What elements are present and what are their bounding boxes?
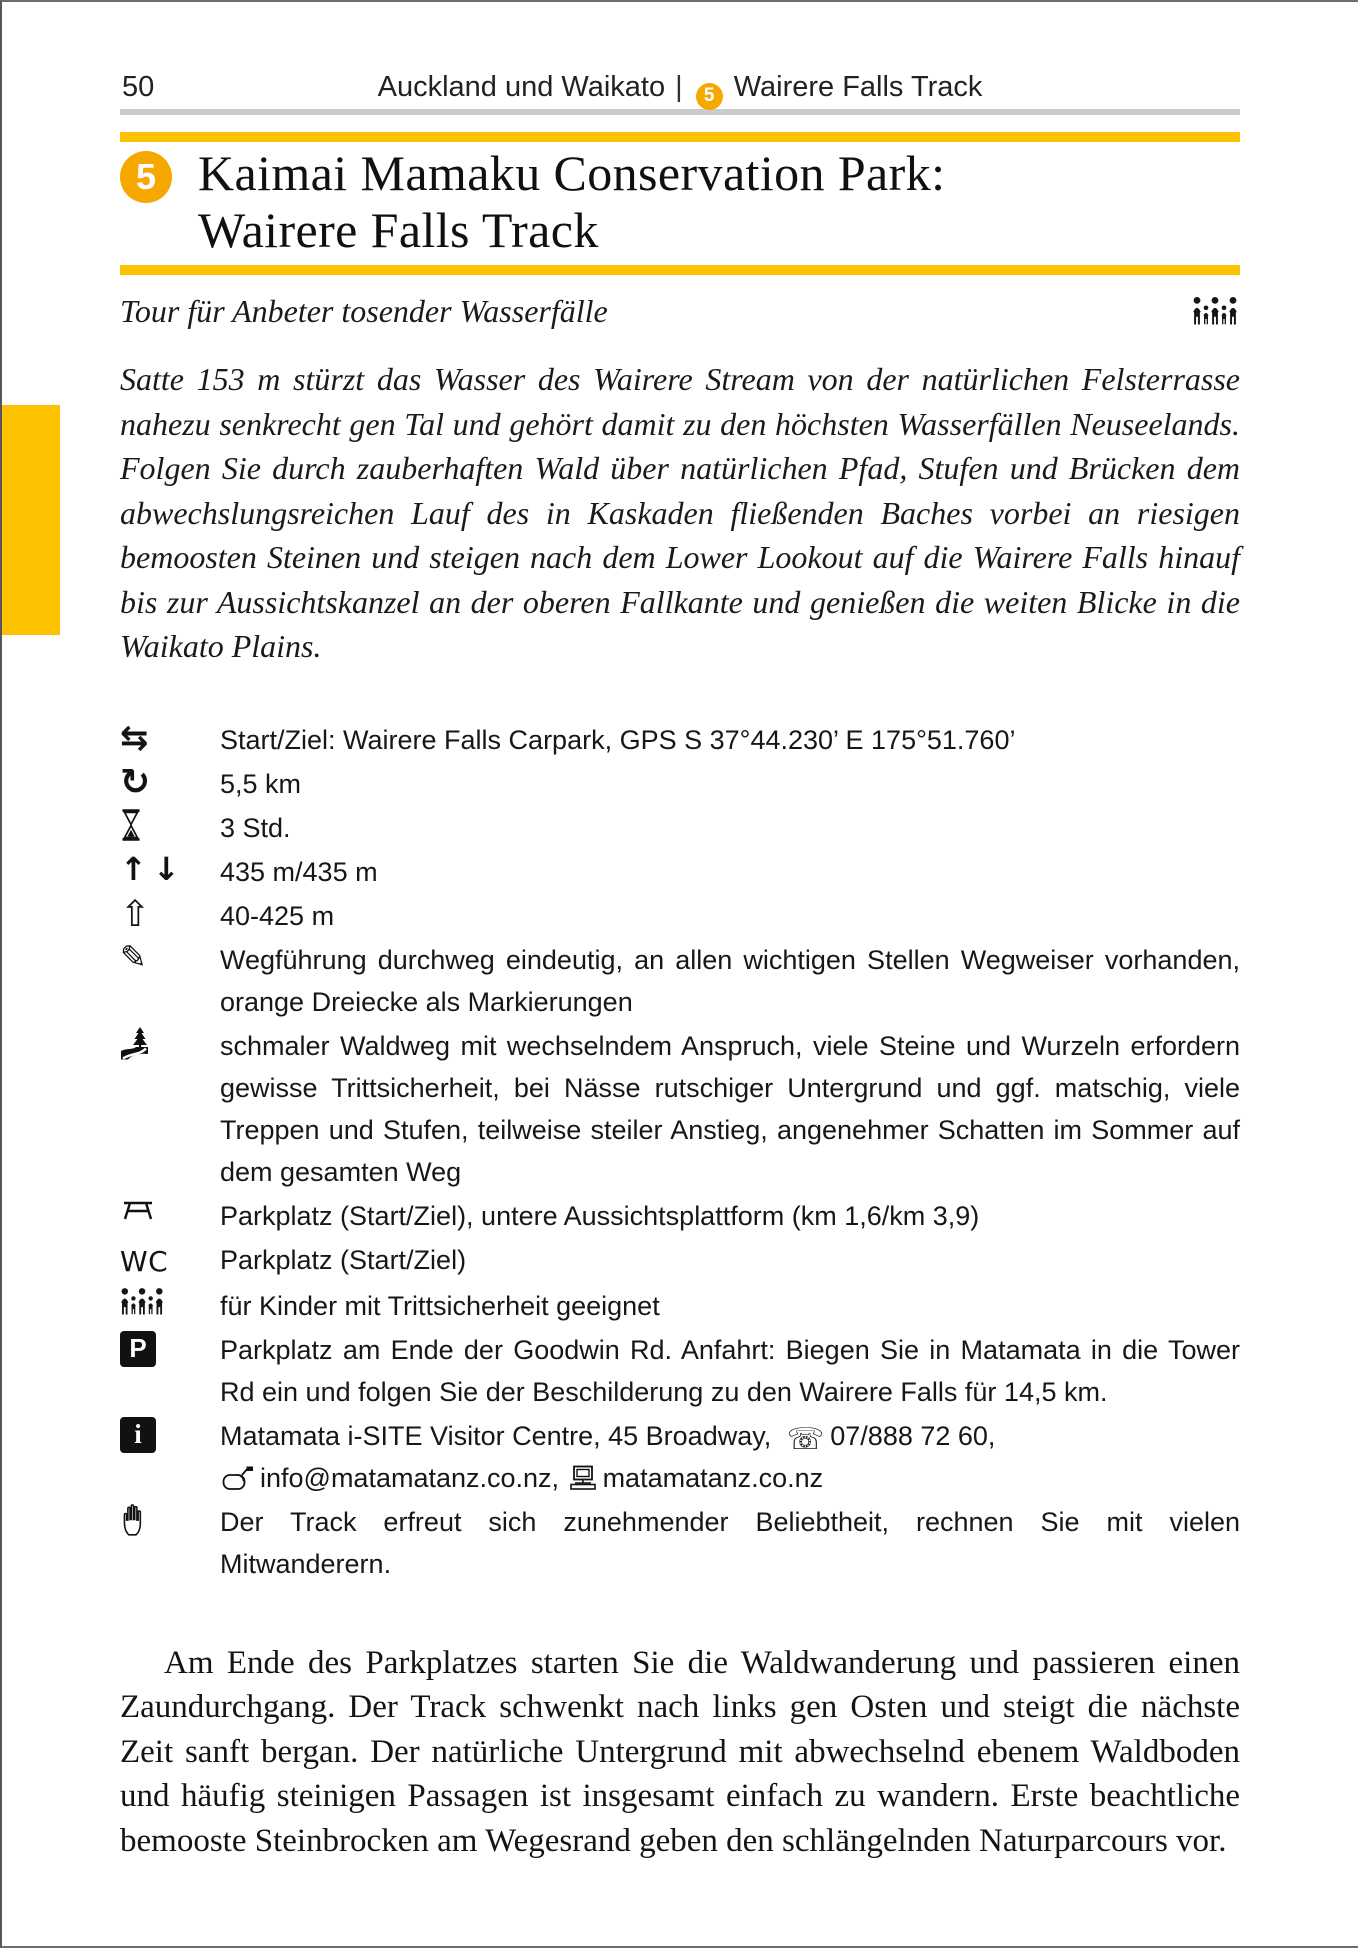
breadcrumb-section: Auckland und Waikato bbox=[377, 71, 666, 103]
family-icon bbox=[1192, 296, 1240, 327]
breadcrumb-track: Wairere Falls Track bbox=[733, 71, 983, 103]
route-number-badge-icon: 5 bbox=[696, 83, 723, 110]
info-text: 40-425 m bbox=[220, 900, 335, 931]
title-line2: Wairere Falls Track bbox=[198, 202, 599, 258]
computer-icon bbox=[569, 1465, 597, 1491]
title-top-bar bbox=[120, 132, 1240, 142]
pencil-icon: ✎ bbox=[120, 937, 147, 976]
ascent-arrow-icon: ↑ bbox=[120, 849, 147, 888]
header-rule bbox=[120, 109, 1240, 115]
start-finish-arrows-icon: ⇆ bbox=[120, 717, 149, 758]
info-row-elevation bbox=[120, 895, 1240, 937]
visitor-centre-website: matamatanz.co.nz bbox=[602, 1462, 824, 1493]
info-row-family bbox=[120, 1285, 1240, 1327]
info-text: Wegführung durchweg eindeutig, an allen wichtigen Stellen Wegweiser vorhanden, orange Dreiecke als Markierungen bbox=[220, 944, 1240, 1017]
intro-paragraph: Satte 153 m stürzt das Wasser des Wairere Stream von der natürlichen Felsterrasse nahezu senkrecht gen Tal und gehört damit zu den höchsten Wasserfällen Neuseelands. Folgen Sie durch zauberhaften Wald über natürlichen Pfad, Stufen und Brücken dem abwechslungsreichen Lauf des in Kaskaden fließenden Baches vorbei an riesigen bemoosten Steinen und steigen nach dem Lower Lookout auf die Wairere Falls hinauf bis zur Aussichtskanzel an der oberen Fallkante und genießen die weiten Blicke in die Waikato Plains. bbox=[120, 361, 1240, 664]
picnic-table-icon bbox=[120, 1197, 156, 1223]
info-row-caution bbox=[120, 1501, 1240, 1585]
running-header bbox=[120, 70, 1240, 106]
telephone-icon: ☏ bbox=[786, 1422, 825, 1456]
info-text: 5,5 km bbox=[220, 768, 302, 799]
body-paragraph: Am Ende des Parkplatzes starten Sie die Waldwanderung und passieren einen Zaundurchgang. Der Track schwenkt nach links gen Osten und steigt die nächste Zeit sanft bergan. Der natürliche Untergrund mit abwechselnd ebenem Waldboden und häufig steinigen Passagen ist insgesamt einfach zu wandern. Erste beachtliche bemooste Steinbrocken am Wegesrand geben den schlängelnden Naturparcours vor. bbox=[120, 1644, 1240, 1859]
info-icon: i bbox=[120, 1417, 156, 1453]
visitor-centre-address: Matamata i-SITE Visitor Centre, 45 Broadway, bbox=[220, 1420, 772, 1451]
parking-icon: P bbox=[120, 1331, 156, 1367]
page-edge-tab bbox=[2, 405, 60, 635]
visitor-centre-phone: 07/888 72 60, bbox=[830, 1420, 996, 1451]
info-text: Parkplatz am Ende der Goodwin Rd. Anfahrt: Biegen Sie in Matamata in die Tower Rd ein und folgen Sie der Beschilderung zu den Wairere Falls für 14,5 km. bbox=[220, 1334, 1240, 1407]
info-text bbox=[220, 1415, 1240, 1499]
trail-tree-icon bbox=[120, 1027, 150, 1060]
distance-loop-icon: ↻ bbox=[120, 761, 151, 803]
info-row-ascent-descent bbox=[120, 851, 1240, 893]
elevation-arrow-icon: ⇧ bbox=[120, 893, 151, 935]
info-row-visitor-centre bbox=[120, 1415, 1240, 1499]
subtitle: Tour für Anbeter tosender Wasserfälle bbox=[120, 293, 608, 329]
breadcrumb-separator: | bbox=[675, 71, 683, 103]
info-text: Der Track erfreut sich zunehmender Beliebtheit, rechnen Sie mit vielen Mitwanderern. bbox=[220, 1506, 1240, 1579]
info-text: Parkplatz (Start/Ziel) bbox=[220, 1244, 467, 1275]
info-row-start-finish bbox=[120, 719, 1240, 761]
info-text: 435 m/435 m bbox=[220, 856, 378, 887]
descent-arrow-icon: ↓ bbox=[152, 849, 180, 888]
wc-icon: WC bbox=[120, 1244, 169, 1278]
hourglass-icon bbox=[120, 809, 142, 841]
info-row-trail-character bbox=[120, 1025, 1240, 1193]
subtitle-row bbox=[120, 291, 1240, 331]
info-text: Start/Ziel: Wairere Falls Carpark, GPS S 37°44.230’ E 175°51.760’ bbox=[220, 724, 1016, 755]
info-text: 3 Std. bbox=[220, 812, 291, 843]
hand-icon bbox=[120, 1503, 146, 1536]
info-row-picnic bbox=[120, 1195, 1240, 1237]
page-title bbox=[198, 145, 945, 259]
info-row-waymarking bbox=[120, 939, 1240, 1023]
info-row-parking bbox=[120, 1329, 1240, 1413]
info-row-distance bbox=[120, 763, 1240, 805]
route-number-badge-icon: 5 bbox=[120, 151, 172, 203]
info-row-duration bbox=[120, 807, 1240, 849]
page-number: 50 bbox=[122, 71, 155, 103]
page-content bbox=[120, 2, 1240, 1896]
title-row bbox=[120, 145, 1240, 259]
info-row-wc bbox=[120, 1239, 1240, 1283]
breadcrumb bbox=[120, 70, 1240, 110]
mailbox-icon bbox=[222, 1466, 254, 1491]
info-text: Parkplatz (Start/Ziel), untere Aussichtsplattform (km 1,6/km 3,9) bbox=[220, 1200, 980, 1231]
family-icon bbox=[120, 1287, 166, 1317]
info-list bbox=[120, 719, 1240, 1585]
info-text: für Kinder mit Trittsicherheit geeignet bbox=[220, 1290, 660, 1321]
title-line1: Kaimai Mamaku Conservation Park: bbox=[198, 145, 946, 201]
visitor-centre-email: info@matamatanz.co.nz, bbox=[260, 1462, 560, 1493]
title-bottom-bar bbox=[120, 265, 1240, 275]
info-text: schmaler Waldweg mit wechselndem Anspruch, viele Steine und Wurzeln erfordern gewisse Trittsicherheit, bei Nässe rutschiger Untergrund und ggf. matschig, viele Treppen und Stufen, teilweise steiler Anstieg, angenehmer Schatten im Sommer auf dem gesamten Weg bbox=[220, 1030, 1240, 1187]
